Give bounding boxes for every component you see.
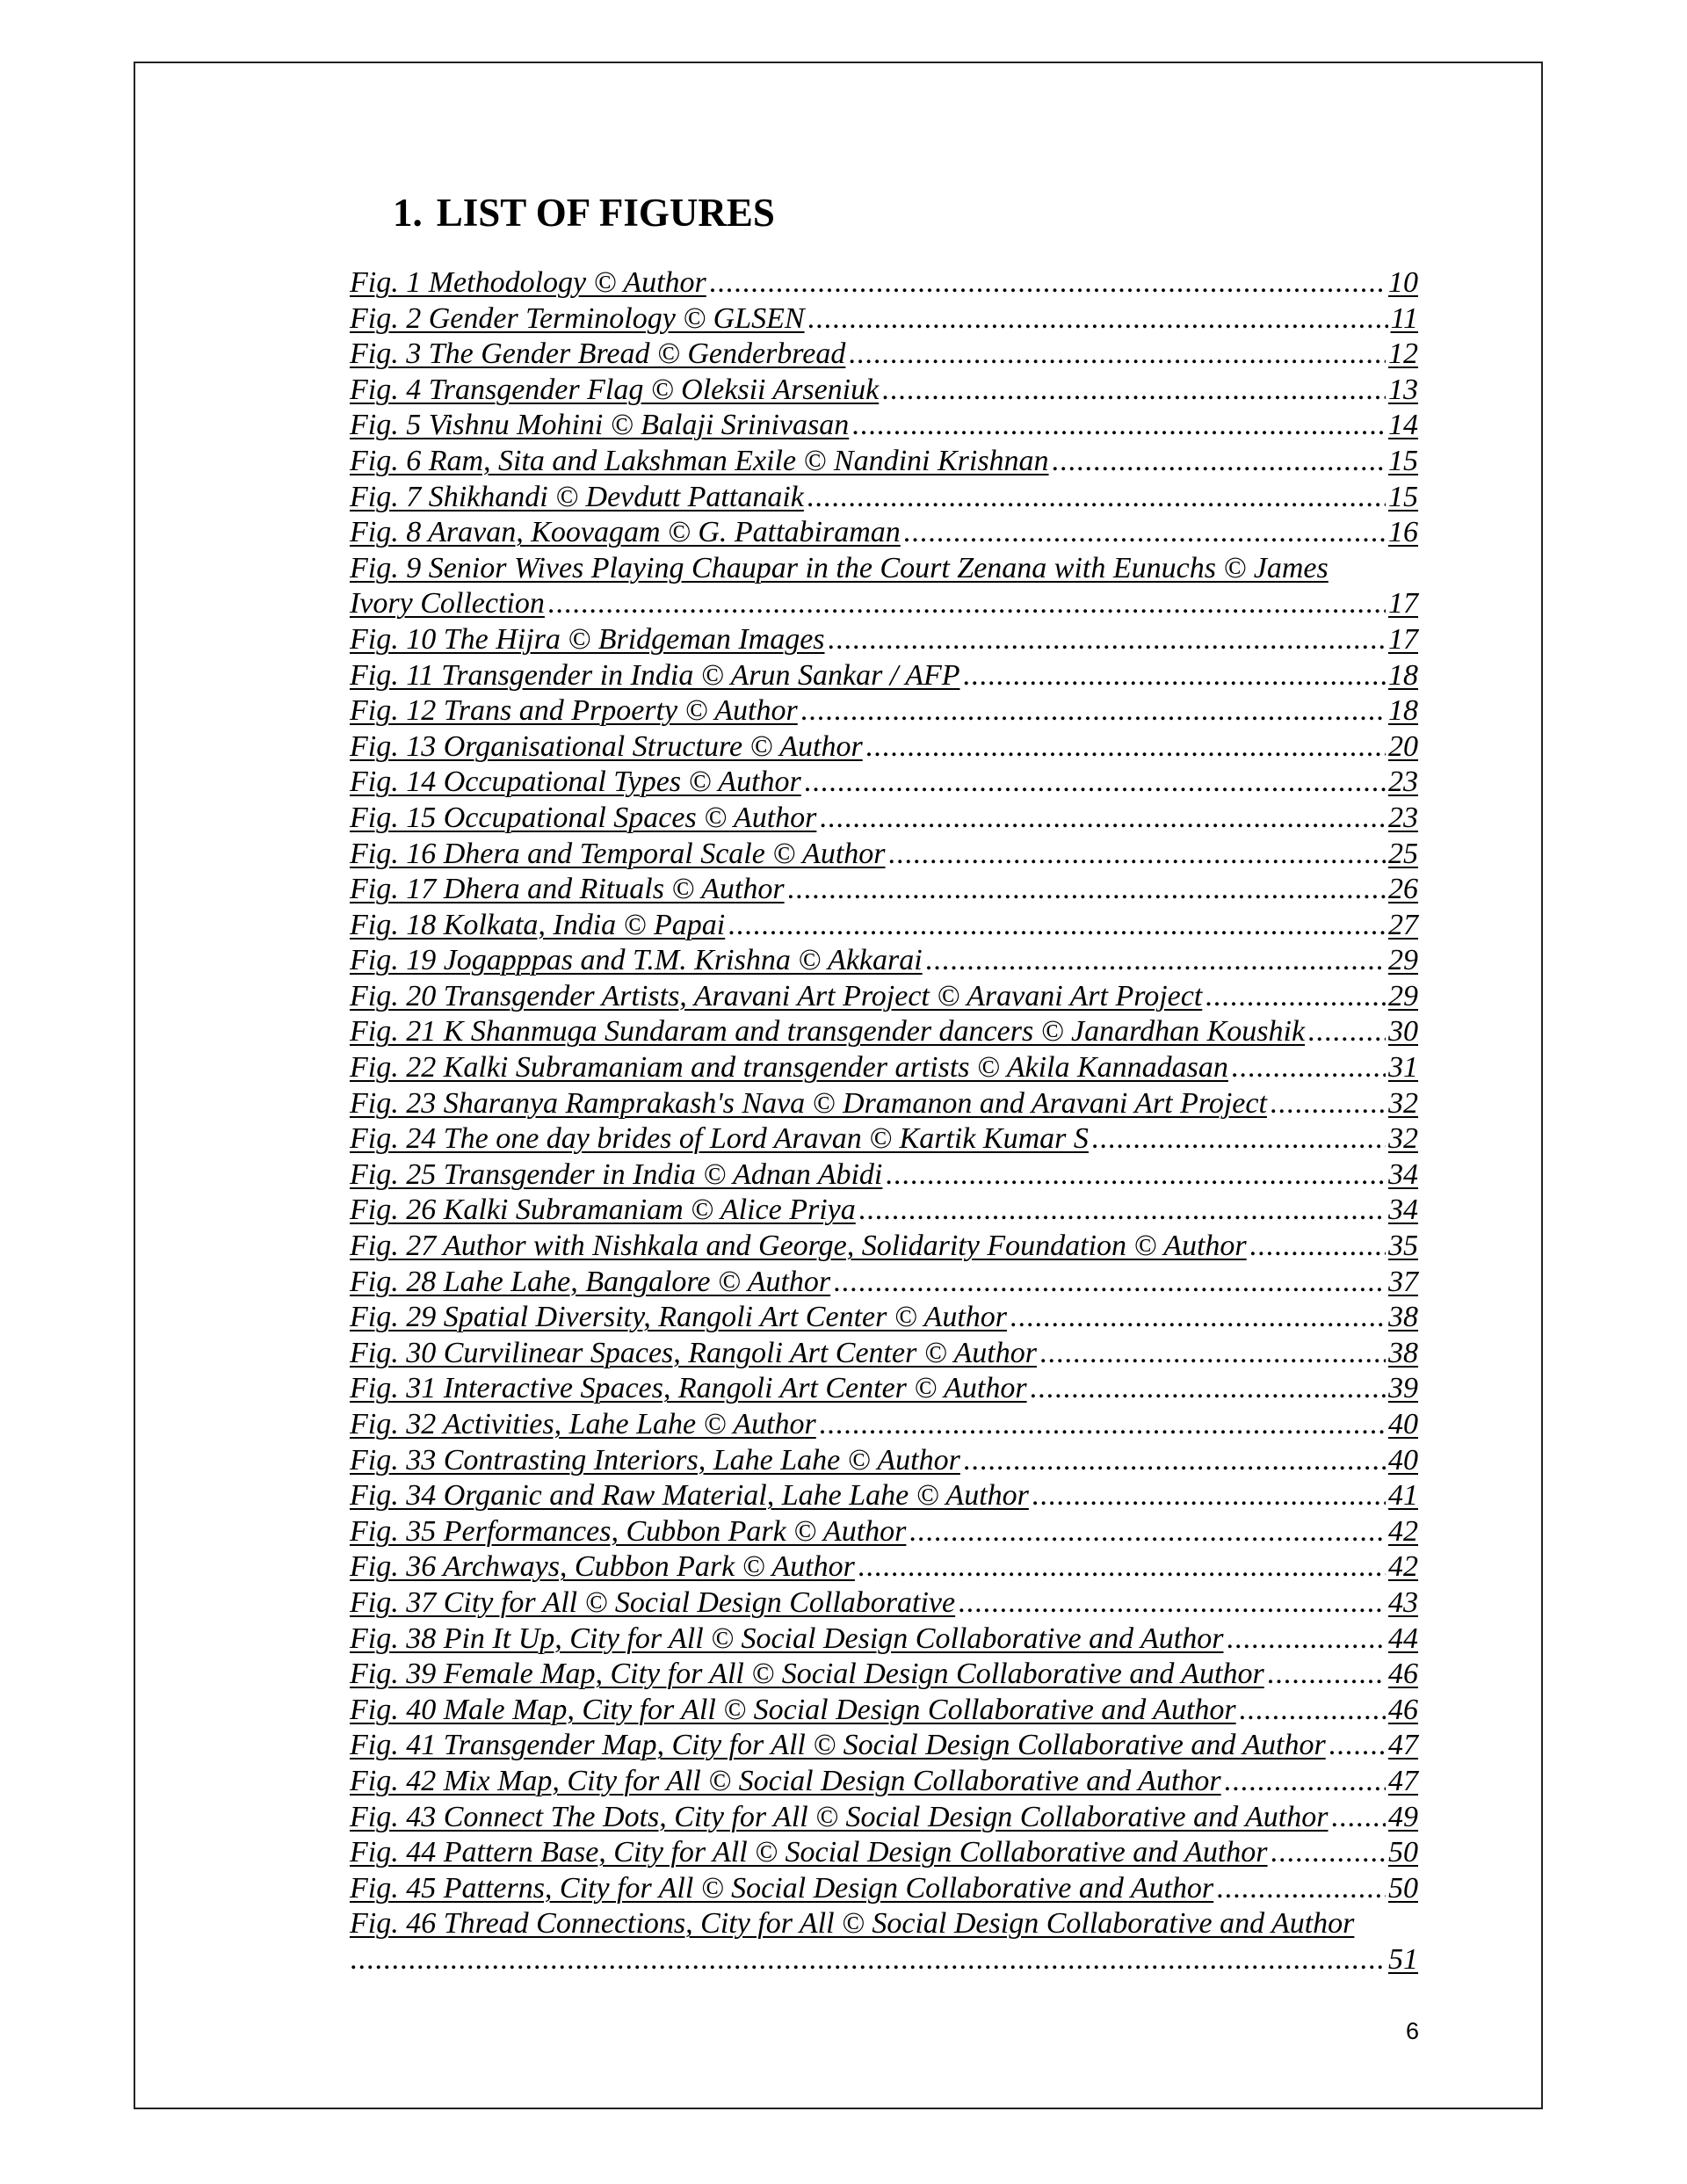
dot-leader <box>804 765 1386 801</box>
dot-leader <box>350 1942 1386 1978</box>
figure-page-number[interactable]: 14 <box>1388 409 1418 442</box>
figure-entry[interactable] <box>350 1478 1418 1514</box>
figure-entry[interactable] <box>350 480 1418 516</box>
figure-entry[interactable] <box>350 301 1418 337</box>
figure-entry-text[interactable]: Fig. 26 Kalki Subramaniam © Alice Priya <box>350 1194 856 1227</box>
figure-entry-text[interactable]: Fig. 45 Patterns, City for All © Social Design Collaborative and Author <box>350 1871 1214 1905</box>
figure-page-number[interactable]: 23 <box>1388 765 1418 799</box>
dot-leader <box>819 1407 1386 1443</box>
figure-page-number[interactable]: 40 <box>1388 1443 1418 1477</box>
figure-entry[interactable] <box>350 1157 1418 1194</box>
figure-page-number[interactable]: 11 <box>1390 301 1418 335</box>
figure-entry[interactable] <box>350 1549 1418 1585</box>
figure-entry-text[interactable]: Fig. 34 Organic and Raw Material, Lahe Lahe © Author <box>350 1479 1029 1513</box>
dot-leader <box>1039 1336 1386 1372</box>
figure-page-number[interactable]: 46 <box>1388 1658 1418 1691</box>
figure-entry-text[interactable]: Fig. 5 Vishnu Mohini © Balaji Srinivasan <box>350 409 850 442</box>
figure-entry-text[interactable]: Fig. 39 Female Map, City for All © Social Design Collaborative and Author <box>350 1658 1264 1691</box>
figure-entry-text[interactable]: Fig. 1 Methodology © Author <box>350 266 706 299</box>
figure-entry-text[interactable]: Fig. 15 Occupational Spaces © Author <box>350 801 817 834</box>
figure-page-number[interactable]: 15 <box>1388 444 1418 477</box>
dot-leader <box>819 801 1386 837</box>
dot-leader <box>858 1193 1386 1229</box>
figure-entry[interactable] <box>350 979 1418 1015</box>
figure-entry-text[interactable]: Fig. 8 Aravan, Koovagam © G. Pattabiraman <box>350 516 901 549</box>
page-title <box>393 180 775 246</box>
dot-leader <box>1267 1657 1386 1693</box>
figure-page-number[interactable]: 16 <box>1388 516 1418 549</box>
figure-entry-text[interactable]: Fig. 33 Contrasting Interiors, Lahe Lahe © Author <box>350 1443 960 1477</box>
figure-entry-text[interactable]: Fig. 22 Kalki Subramaniam and transgender artists © Akila Kannadasan <box>350 1051 1228 1085</box>
figure-entry-text[interactable]: Fig. 14 Occupational Types © Author <box>350 765 801 799</box>
figure-entry[interactable] <box>350 408 1418 444</box>
dot-leader <box>909 1514 1386 1550</box>
figure-entry-text[interactable]: Fig. 20 Transgender Artists, Aravani Art Project © Aravani Art Project <box>350 979 1203 1012</box>
figure-page-number[interactable]: 29 <box>1388 979 1418 1012</box>
figure-entry[interactable] <box>350 1121 1418 1157</box>
figure-page-number[interactable]: 27 <box>1388 908 1418 941</box>
figure-entry-text[interactable]: Fig. 28 Lahe Lahe, Bangalore © Author <box>350 1265 831 1298</box>
figure-entry[interactable] <box>350 1693 1418 1729</box>
dot-leader <box>848 337 1386 373</box>
figure-page-number[interactable]: 26 <box>1388 873 1418 906</box>
figure-page-number[interactable]: 18 <box>1388 694 1418 728</box>
figure-entry-text[interactable]: Fig. 21 K Shanmuga Sundaram and transgender dancers © Janardhan Koushik <box>350 1015 1306 1048</box>
figure-entry[interactable] <box>350 444 1418 480</box>
figure-entry[interactable] <box>350 1871 1418 1907</box>
figure-page-number[interactable]: 31 <box>1388 1051 1418 1085</box>
figure-page-number[interactable]: 23 <box>1388 801 1418 834</box>
figure-page-number[interactable]: 50 <box>1388 1871 1418 1905</box>
figure-entry-text[interactable]: Fig. 16 Dhera and Temporal Scale © Author <box>350 837 886 870</box>
figure-page-number[interactable]: 38 <box>1388 1336 1418 1369</box>
figure-entry[interactable] <box>350 908 1418 944</box>
figure-entry-text[interactable]: Fig. 40 Male Map, City for All © Social Design Collaborative and Author <box>350 1693 1236 1726</box>
dot-leader <box>1216 1871 1386 1907</box>
figure-entry[interactable] <box>350 622 1418 658</box>
figure-page-number[interactable]: 15 <box>1388 480 1418 513</box>
dot-leader <box>807 480 1386 516</box>
dot-leader <box>925 943 1386 979</box>
figure-entry[interactable] <box>350 1514 1418 1550</box>
figure-entry-text[interactable]: Fig. 38 Pin It Up, City for All © Social Design Collaborative and Author <box>350 1622 1224 1655</box>
figure-entry[interactable] <box>350 373 1418 409</box>
figure-entry[interactable] <box>350 801 1418 837</box>
figure-entry-text[interactable]: Fig. 36 Archways, Cubbon Park © Author <box>350 1550 855 1584</box>
section-number: 1. <box>393 191 423 235</box>
figure-page-number[interactable]: 47 <box>1388 1729 1418 1762</box>
figure-page-number[interactable]: 37 <box>1388 1265 1418 1298</box>
figure-entry-text[interactable]: Fig. 30 Curvilinear Spaces, Rangoli Art Center © Author <box>350 1336 1037 1369</box>
dot-leader <box>885 1157 1386 1194</box>
figure-entry[interactable] <box>350 551 1418 587</box>
figure-entry[interactable] <box>350 658 1418 694</box>
figure-entry[interactable] <box>350 1371 1418 1407</box>
figure-page-number[interactable]: 13 <box>1388 373 1418 406</box>
dot-leader <box>1307 1014 1386 1050</box>
figure-entry[interactable] <box>350 1585 1418 1622</box>
figure-entry[interactable] <box>350 1300 1418 1336</box>
figure-entry[interactable] <box>350 693 1418 729</box>
figure-entry[interactable] <box>350 1800 1418 1836</box>
dot-leader <box>1052 444 1386 480</box>
dot-leader <box>1239 1693 1386 1729</box>
figure-entry-text[interactable]: Fig. 24 The one day brides of Lord Aravan © Kartik Kumar S <box>350 1122 1089 1156</box>
dot-leader <box>1249 1229 1386 1265</box>
figure-entry-text[interactable]: Fig. 17 Dhera and Rituals © Author <box>350 873 785 906</box>
figure-entry[interactable] <box>350 1728 1418 1764</box>
figure-entry-text[interactable]: Fig. 19 Jogapppas and T.M. Krishna © Akkarai <box>350 944 923 977</box>
figure-page-number[interactable]: 32 <box>1388 1086 1418 1120</box>
figure-entry-text[interactable]: Fig. 9 Senior Wives Playing Chaupar in the Court Zenana with Eunuchs © James <box>350 551 1329 584</box>
dot-leader <box>881 373 1386 409</box>
figure-entry[interactable] <box>350 265 1418 301</box>
dot-leader <box>963 1443 1386 1479</box>
figure-page-number[interactable]: 35 <box>1388 1230 1418 1263</box>
figure-page-number[interactable]: 38 <box>1388 1301 1418 1334</box>
dot-leader <box>858 1549 1386 1585</box>
figure-entry[interactable] <box>350 1906 1418 1942</box>
dot-leader <box>1270 1086 1386 1122</box>
dot-leader <box>851 408 1386 444</box>
figure-entry-text[interactable]: Fig. 4 Transgender Flag © Oleksii Arseniuk <box>350 373 880 406</box>
figure-page-number[interactable]: 39 <box>1388 1372 1418 1405</box>
dot-leader <box>1329 1728 1386 1764</box>
dot-leader <box>903 515 1386 551</box>
figure-page-number[interactable]: 25 <box>1388 837 1418 870</box>
figure-entry[interactable] <box>350 837 1418 873</box>
figure-page-number[interactable]: 32 <box>1388 1122 1418 1156</box>
dot-leader <box>1231 1050 1386 1086</box>
figure-entry-text[interactable]: Fig. 23 Sharanya Ramprakash's Nava © Dramanon and Aravani Art Project <box>350 1086 1267 1120</box>
figure-entry[interactable] <box>350 872 1418 908</box>
dot-leader <box>888 837 1387 873</box>
dot-leader <box>1091 1121 1386 1157</box>
dot-leader <box>547 586 1386 622</box>
figure-entry-text[interactable]: Fig. 43 Connect The Dots, City for All © Social Design Collaborative and Author <box>350 1800 1329 1833</box>
figure-entry[interactable] <box>350 729 1418 765</box>
figure-page-number[interactable]: 49 <box>1388 1800 1418 1833</box>
figure-page-number[interactable]: 43 <box>1388 1585 1418 1619</box>
figure-entry-text[interactable]: Fig. 29 Spatial Diversity, Rangoli Art Center © Author <box>350 1301 1007 1334</box>
figure-entry-text[interactable]: Fig. 13 Organisational Structure © Author <box>350 729 863 763</box>
figure-entry-text[interactable]: Fig. 25 Transgender in India © Adnan Abidi <box>350 1157 883 1191</box>
figure-entry-text[interactable]: Fig. 6 Ram, Sita and Lakshman Exile © Nandini Krishnan <box>350 444 1049 477</box>
dot-leader <box>1271 1835 1386 1871</box>
figure-entry-text[interactable]: Fig. 18 Kolkata, India © Papai <box>350 908 726 941</box>
figure-entry-text[interactable]: Fig. 37 City for All © Social Design Collaborative <box>350 1585 956 1619</box>
dot-leader <box>1205 979 1386 1015</box>
figure-entry[interactable] <box>350 943 1418 979</box>
dot-leader <box>865 729 1386 765</box>
figure-entry-text[interactable]: Fig. 2 Gender Terminology © GLSEN <box>350 301 805 335</box>
dot-leader <box>800 693 1386 729</box>
figure-page-number[interactable]: 41 <box>1388 1479 1418 1513</box>
figure-entry-text[interactable]: Fig. 11 Transgender in India © Arun Sankar / AFP <box>350 658 960 692</box>
figure-entry[interactable] <box>350 765 1418 801</box>
figure-page-number[interactable]: 51 <box>1388 1942 1418 1976</box>
figure-entry[interactable] <box>350 1764 1418 1800</box>
figure-entry-text[interactable]: Fig. 10 The Hijra © Bridgeman Images <box>350 622 825 656</box>
figure-entry[interactable] <box>350 1336 1418 1372</box>
dot-leader <box>833 1265 1386 1301</box>
dot-leader <box>807 301 1388 337</box>
figure-page-number[interactable]: 34 <box>1388 1194 1418 1227</box>
figure-page-number[interactable]: 12 <box>1388 337 1418 371</box>
figure-entry[interactable] <box>350 515 1418 551</box>
dot-leader <box>963 658 1387 694</box>
figure-entry-text[interactable]: Fig. 42 Mix Map, City for All © Social Design Collaborative and Author <box>350 1764 1221 1797</box>
figure-entry[interactable] <box>350 1265 1418 1301</box>
figure-page-number[interactable]: 20 <box>1388 729 1418 763</box>
figure-page-number[interactable]: 50 <box>1388 1836 1418 1869</box>
figure-page-number[interactable]: 17 <box>1388 622 1418 656</box>
dot-leader <box>709 265 1386 301</box>
figure-page-number[interactable]: 46 <box>1388 1693 1418 1726</box>
figure-page-number[interactable]: 30 <box>1388 1015 1418 1048</box>
dot-leader <box>1330 1800 1386 1836</box>
dot-leader <box>1010 1300 1386 1336</box>
figure-entry-continuation-line[interactable] <box>350 1942 1418 1978</box>
dot-leader <box>787 872 1386 908</box>
figure-entry-text[interactable]: Fig. 32 Activities, Lahe Lahe © Author <box>350 1408 816 1440</box>
dot-leader <box>1032 1478 1386 1514</box>
figure-page-number[interactable]: 17 <box>1388 587 1418 620</box>
figure-page-number[interactable]: 29 <box>1388 944 1418 977</box>
figure-entry[interactable] <box>350 1622 1418 1658</box>
dot-leader <box>1226 1622 1386 1658</box>
figure-entry[interactable] <box>350 1835 1418 1871</box>
figure-entry[interactable] <box>350 337 1418 373</box>
figure-page-number[interactable]: 10 <box>1388 266 1418 299</box>
figure-entry[interactable] <box>350 1050 1418 1086</box>
page-number: 6 <box>1406 2018 1420 2044</box>
dot-leader <box>1030 1371 1386 1407</box>
section-title: LIST OF FIGURES <box>436 191 775 235</box>
figure-page-number[interactable]: 34 <box>1388 1157 1418 1191</box>
figure-entry-text[interactable]: Fig. 12 Trans and Prpoerty © Author <box>350 694 798 728</box>
figure-entry-text[interactable]: Fig. 27 Author with Nishkala and George, Solidarity Foundation © Author <box>350 1230 1247 1263</box>
figure-page-number[interactable]: 47 <box>1388 1764 1418 1797</box>
figure-entry-continuation[interactable]: Ivory Collection <box>350 587 545 620</box>
figure-entry[interactable] <box>350 1657 1418 1693</box>
figure-entry[interactable] <box>350 1086 1418 1122</box>
dot-leader <box>958 1585 1386 1622</box>
dot-leader <box>828 622 1386 658</box>
figure-entry[interactable] <box>350 1407 1418 1443</box>
figure-entry-text[interactable]: Fig. 46 Thread Connections, City for All © Social Design Collaborative and Author <box>350 1907 1355 1941</box>
figure-entry-continuation-line[interactable] <box>350 586 1418 622</box>
figure-entry[interactable] <box>350 1014 1418 1050</box>
figure-entry-text[interactable]: Fig. 35 Performances, Cubbon Park © Author <box>350 1514 907 1548</box>
figure-list <box>350 265 1418 1978</box>
figure-page-number[interactable]: 44 <box>1388 1622 1418 1655</box>
figure-page-number[interactable]: 40 <box>1388 1408 1418 1440</box>
figure-entry-text[interactable]: Fig. 7 Shikhandi © Devdutt Pattanaik <box>350 480 804 513</box>
figure-page-number[interactable]: 42 <box>1388 1550 1418 1584</box>
figure-page-number[interactable]: 18 <box>1388 658 1418 692</box>
figure-entry-text[interactable]: Fig. 44 Pattern Base, City for All © Social Design Collaborative and Author <box>350 1836 1268 1869</box>
figure-entry-text[interactable]: Fig. 31 Interactive Spaces, Rangoli Art Center © Author <box>350 1372 1027 1405</box>
figure-page-number[interactable]: 42 <box>1388 1514 1418 1548</box>
figure-entry-text[interactable]: Fig. 3 The Gender Bread © Genderbread <box>350 337 846 371</box>
figure-entry[interactable] <box>350 1443 1418 1479</box>
dot-leader <box>728 908 1386 944</box>
figure-entry[interactable] <box>350 1193 1418 1229</box>
dot-leader <box>1224 1764 1386 1800</box>
figure-entry-text[interactable]: Fig. 41 Transgender Map, City for All © Social Design Collaborative and Author <box>350 1729 1326 1762</box>
figure-entry[interactable] <box>350 1229 1418 1265</box>
